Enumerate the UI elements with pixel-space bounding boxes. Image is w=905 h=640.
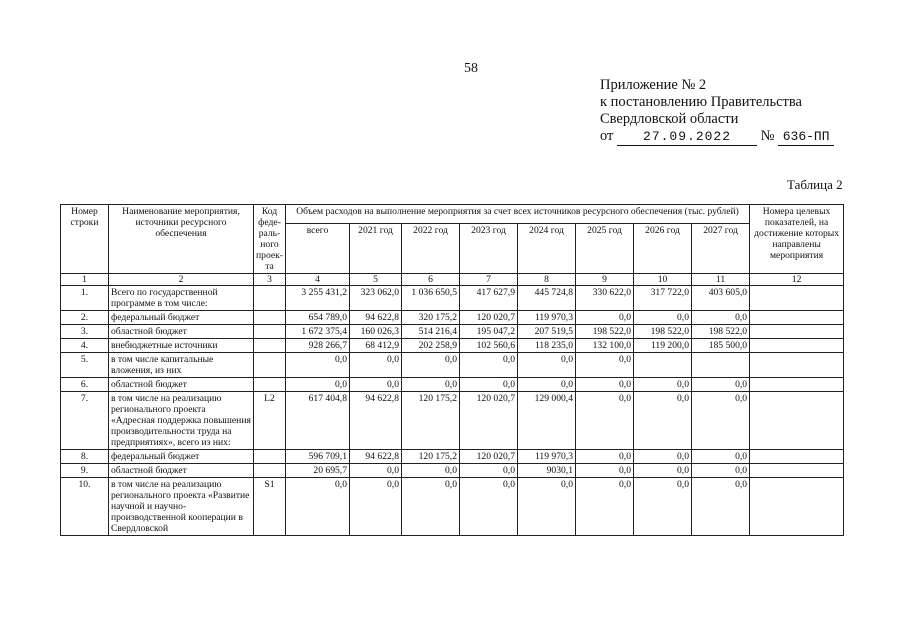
cell-2021: 94 622,8 [350, 450, 402, 464]
cell-2024: 119 970,3 [518, 450, 576, 464]
cell-total: 0,0 [286, 378, 350, 392]
cell-2024: 129 000,4 [518, 392, 576, 450]
column-number: 5 [350, 274, 402, 286]
cell-2022: 1 036 650,5 [402, 286, 460, 311]
header-2022: 2022 год [402, 224, 460, 274]
cell-total: 596 709,1 [286, 450, 350, 464]
cell-2026: 317 722,0 [634, 286, 692, 311]
cell-name: федеральный бюджет [109, 311, 254, 325]
cell-total: 3 255 431,2 [286, 286, 350, 311]
cell-2021: 0,0 [350, 378, 402, 392]
cell-2025: 198 522,0 [576, 325, 634, 339]
cell-total: 0,0 [286, 353, 350, 378]
column-number-row [61, 274, 844, 286]
cell-2021: 0,0 [350, 478, 402, 536]
cell-2027: 185 500,0 [692, 339, 750, 353]
cell-name: внебюджетные источники [109, 339, 254, 353]
cell-targets [750, 325, 844, 339]
cell-total: 20 695,7 [286, 464, 350, 478]
cell-2022: 514 216,4 [402, 325, 460, 339]
cell-2023: 0,0 [460, 353, 518, 378]
header-total: всего [286, 224, 350, 274]
cell-row-number: 7. [61, 392, 109, 450]
cell-code [254, 325, 286, 339]
column-number: 4 [286, 274, 350, 286]
table-caption: Таблица 2 [787, 177, 843, 192]
cell-code [254, 339, 286, 353]
cell-code [254, 464, 286, 478]
cell-2023: 120 020,7 [460, 392, 518, 450]
cell-2023: 0,0 [460, 464, 518, 478]
decree-number: 636-ПП [778, 128, 834, 146]
header-2023: 2023 год [460, 224, 518, 274]
cell-2023: 120 020,7 [460, 450, 518, 464]
cell-2024: 0,0 [518, 478, 576, 536]
appendix-block [600, 77, 834, 146]
cell-2026: 119 200,0 [634, 339, 692, 353]
header-2027: 2027 год [692, 224, 750, 274]
cell-2022: 0,0 [402, 464, 460, 478]
cell-targets [750, 353, 844, 378]
cell-targets [750, 339, 844, 353]
cell-2024: 445 724,8 [518, 286, 576, 311]
cell-2026: 0,0 [634, 392, 692, 450]
header-2026: 2026 год [634, 224, 692, 274]
header-row-number: Номер строки [61, 205, 109, 274]
header-name: Наименование мероприятия, источники ресурсного обеспечения [109, 205, 254, 274]
column-number: 10 [634, 274, 692, 286]
cell-code [254, 286, 286, 311]
cell-name: в том числе капитальные вложения, из них [109, 353, 254, 378]
cell-2025: 0,0 [576, 392, 634, 450]
cell-row-number: 1. [61, 286, 109, 311]
cell-targets [750, 450, 844, 464]
cell-2025: 0,0 [576, 450, 634, 464]
header-targets: Номера целевых показателей, на достижение которых направлены мероприятия [750, 205, 844, 274]
cell-2027: 0,0 [692, 464, 750, 478]
number-label: № [760, 128, 775, 144]
cell-row-number: 5. [61, 353, 109, 378]
cell-name: областной бюджет [109, 325, 254, 339]
column-number: 1 [61, 274, 109, 286]
cell-code [254, 353, 286, 378]
header-2021: 2021 год [350, 224, 402, 274]
cell-2025: 0,0 [576, 478, 634, 536]
cell-2022: 320 175,2 [402, 311, 460, 325]
cell-2023: 120 020,7 [460, 311, 518, 325]
column-number: 8 [518, 274, 576, 286]
cell-name: в том числе на реализацию регионального проекта «Адресная поддержка повышения производительности труда на предприятиях», всего из них: [109, 392, 254, 450]
table-row [61, 325, 844, 339]
table-row [61, 353, 844, 378]
cell-2022: 0,0 [402, 353, 460, 378]
cell-targets [750, 286, 844, 311]
cell-2021: 0,0 [350, 464, 402, 478]
cell-2025: 132 100,0 [576, 339, 634, 353]
cell-2025: 0,0 [576, 464, 634, 478]
cell-row-number: 10. [61, 478, 109, 536]
cell-targets [750, 378, 844, 392]
cell-name: областной бюджет [109, 464, 254, 478]
table-row [61, 286, 844, 311]
cell-name: в том числе на реализацию регионального проекта «Развитие научной и научно-производственной кооперации в Свердловской [109, 478, 254, 536]
column-number: 3 [254, 274, 286, 286]
column-number: 12 [750, 274, 844, 286]
decree-date: 27.09.2022 [617, 128, 757, 146]
cell-2026: 0,0 [634, 450, 692, 464]
cell-total: 1 672 375,4 [286, 325, 350, 339]
cell-2021: 94 622,8 [350, 392, 402, 450]
cell-targets [750, 311, 844, 325]
cell-2026: 0,0 [634, 478, 692, 536]
table-row [61, 478, 844, 536]
cell-targets [750, 392, 844, 450]
cell-row-number: 8. [61, 450, 109, 464]
table-row [61, 339, 844, 353]
cell-2027: 0,0 [692, 478, 750, 536]
cell-2024: 0,0 [518, 378, 576, 392]
column-number: 9 [576, 274, 634, 286]
table-row [61, 311, 844, 325]
cell-total: 617 404,8 [286, 392, 350, 450]
cell-2024: 207 519,5 [518, 325, 576, 339]
table-row [61, 464, 844, 478]
cell-2022: 0,0 [402, 378, 460, 392]
cell-code: S1 [254, 478, 286, 536]
cell-2023: 417 627,9 [460, 286, 518, 311]
cell-code [254, 378, 286, 392]
cell-name: Всего по государственной программе в том числе: [109, 286, 254, 311]
cell-2027 [692, 353, 750, 378]
cell-2022: 202 258,9 [402, 339, 460, 353]
cell-2026: 198 522,0 [634, 325, 692, 339]
cell-row-number: 3. [61, 325, 109, 339]
cell-row-number: 2. [61, 311, 109, 325]
cell-2026: 0,0 [634, 378, 692, 392]
column-number: 6 [402, 274, 460, 286]
appendix-line-1: к постановлению Правительства [600, 94, 802, 110]
cell-targets [750, 464, 844, 478]
cell-code: L2 [254, 392, 286, 450]
cell-2025: 0,0 [576, 353, 634, 378]
cell-row-number: 9. [61, 464, 109, 478]
cell-2027: 0,0 [692, 378, 750, 392]
cell-2024: 0,0 [518, 353, 576, 378]
appendix-signature-row [600, 128, 834, 146]
cell-2025: 0,0 [576, 311, 634, 325]
column-number: 11 [692, 274, 750, 286]
table-row [61, 392, 844, 450]
cell-2026 [634, 353, 692, 378]
cell-2022: 0,0 [402, 478, 460, 536]
header-2024: 2024 год [518, 224, 576, 274]
cell-2021: 68 412,9 [350, 339, 402, 353]
cell-2021: 323 062,0 [350, 286, 402, 311]
cell-code [254, 450, 286, 464]
cell-2023: 0,0 [460, 378, 518, 392]
cell-name: федеральный бюджет [109, 450, 254, 464]
column-number: 2 [109, 274, 254, 286]
cell-2027: 0,0 [692, 392, 750, 450]
cell-2022: 120 175,2 [402, 450, 460, 464]
cell-total: 928 266,7 [286, 339, 350, 353]
cell-2022: 120 175,2 [402, 392, 460, 450]
cell-2021: 160 026,3 [350, 325, 402, 339]
cell-row-number: 4. [61, 339, 109, 353]
cell-total: 654 789,0 [286, 311, 350, 325]
table-row [61, 378, 844, 392]
cell-2026: 0,0 [634, 311, 692, 325]
cell-2021: 0,0 [350, 353, 402, 378]
header-volume: Объем расходов на выполнение мероприятия за счет всех источников ресурсного обеспечения (тыс. рублей) [286, 205, 750, 224]
cell-2024: 119 970,3 [518, 311, 576, 325]
cell-targets [750, 478, 844, 536]
cell-2024: 118 235,0 [518, 339, 576, 353]
from-label: от [600, 128, 614, 144]
cell-2027: 198 522,0 [692, 325, 750, 339]
cell-total: 0,0 [286, 478, 350, 536]
header-2025: 2025 год [576, 224, 634, 274]
cell-row-number: 6. [61, 378, 109, 392]
cell-2025: 330 622,0 [576, 286, 634, 311]
cell-2027: 0,0 [692, 311, 750, 325]
cell-2027: 0,0 [692, 450, 750, 464]
cell-2023: 195 047,2 [460, 325, 518, 339]
cell-2021: 94 622,8 [350, 311, 402, 325]
cell-2023: 102 560,6 [460, 339, 518, 353]
funding-table [60, 204, 844, 536]
appendix-line-2: Свердловской области [600, 111, 739, 127]
cell-2027: 403 605,0 [692, 286, 750, 311]
cell-name: областной бюджет [109, 378, 254, 392]
page-number: 58 [464, 61, 478, 76]
header-code: Код феде-раль-ного проек-та [254, 205, 286, 274]
cell-2024: 9030,1 [518, 464, 576, 478]
table-row [61, 450, 844, 464]
appendix-title: Приложение № 2 [600, 77, 707, 93]
cell-code [254, 311, 286, 325]
cell-2023: 0,0 [460, 478, 518, 536]
cell-2026: 0,0 [634, 464, 692, 478]
column-number: 7 [460, 274, 518, 286]
cell-2025: 0,0 [576, 378, 634, 392]
